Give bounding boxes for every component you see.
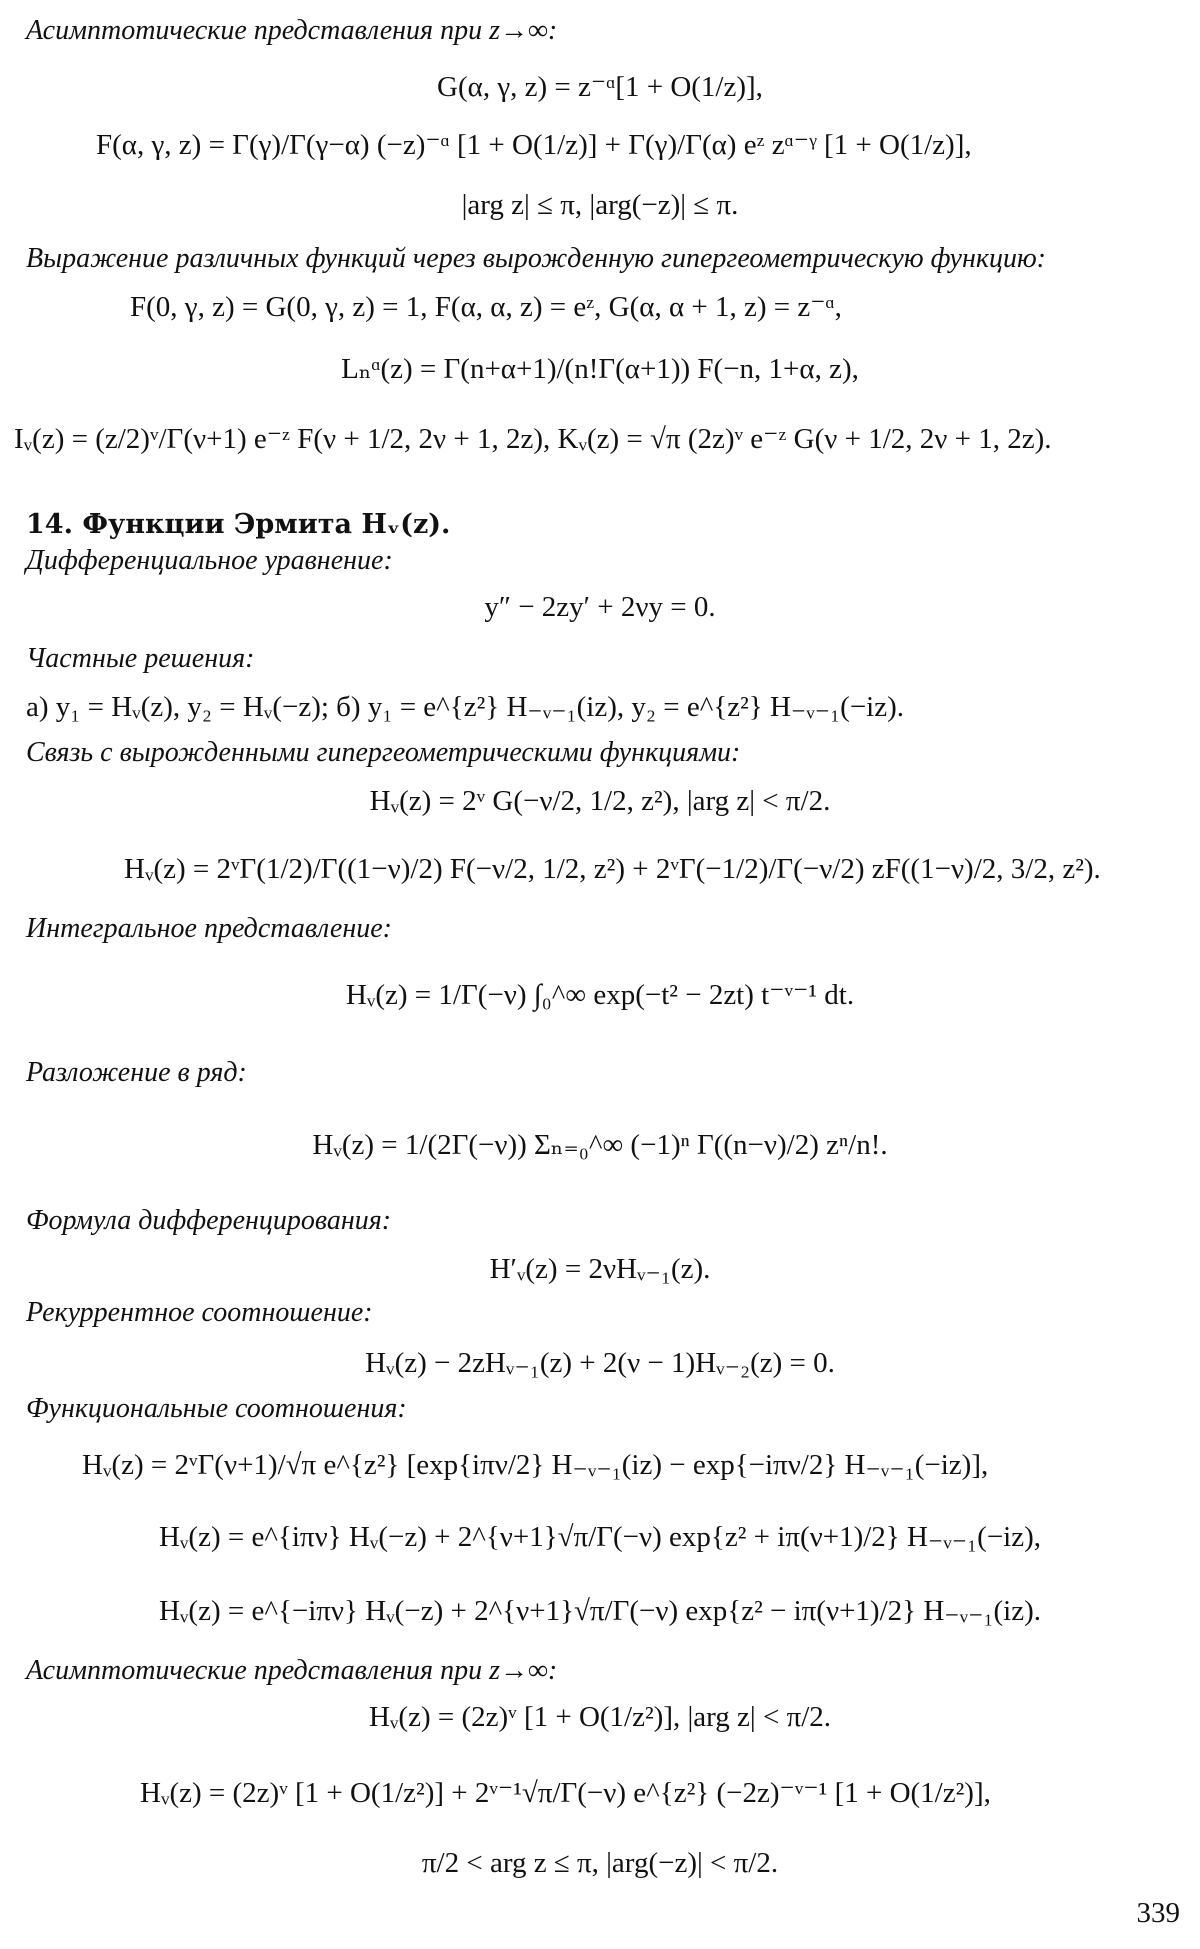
formula-line: H′ᵥ(z) = 2νHᵥ₋₁(z). <box>489 1253 711 1285</box>
formula-line: π/2 < arg z ≤ π, |arg(−z)| < π/2. <box>421 1847 779 1879</box>
caption-line: Асимптотические представления при z→∞: <box>26 15 558 46</box>
caption-line: Интегральное представление: <box>26 913 392 944</box>
formula-line: Hᵥ(z) = (2z)ᵛ [1 + O(1/z²)], |arg z| < π/2. <box>368 1701 832 1733</box>
caption-line: Функциональные соотношения: <box>26 1393 407 1424</box>
caption-line: Выражение различных функций через вырожденную гипергеометрическую функцию: <box>26 243 1047 274</box>
formula-line: |arg z| ≤ π, |arg(−z)| ≤ π. <box>461 189 739 221</box>
caption-line: Асимптотические представления при z→∞: <box>26 1655 558 1686</box>
formula-line: Lₙᵅ(z) = Γ(n+α+1)/(n!Γ(α+1)) F(−n, 1+α, z), <box>341 353 859 385</box>
caption-line: Частные решения: <box>26 643 255 674</box>
formula-line: Hᵥ(z) = e^{−iπν} Hᵥ(−z) + 2^{ν+1}√π/Γ(−ν) exp{z² − iπ(ν+1)/2} H₋ᵥ₋₁(iz). <box>158 1595 1042 1627</box>
formula-line: Iᵥ(z) = (z/2)ᵛ/Γ(ν+1) e⁻ᶻ F(ν + 1/2, 2ν + 1, 2z), Kᵥ(z) = √π (2z)ᵛ e⁻ᶻ G(ν + 1/2, 2ν + 1, 2z). <box>14 423 1052 455</box>
formula-line: F(α, γ, z) = Γ(γ)/Γ(γ−α) (−z)⁻ᵅ [1 + O(1/z)] + Γ(γ)/Γ(α) eᶻ zᵅ⁻ᵞ [1 + O(1/z)], <box>96 129 972 161</box>
formula-line: Hᵥ(z) = e^{iπν} Hᵥ(−z) + 2^{ν+1}√π/Γ(−ν) exp{z² + iπ(ν+1)/2} H₋ᵥ₋₁(−iz), <box>158 1521 1042 1553</box>
formula-line: Hᵥ(z) − 2zHᵥ₋₁(z) + 2(ν − 1)Hᵥ₋₂(z) = 0. <box>365 1347 835 1379</box>
caption-line: Связь с вырожденными гипергеометрическими функциями: <box>26 737 741 768</box>
page-number: 339 <box>1136 1897 1180 1929</box>
formula-line: Hᵥ(z) = 1/Γ(−ν) ∫₀^∞ exp(−t² − 2zt) t⁻ᵛ⁻¹ dt. <box>345 979 855 1011</box>
formula-line: Hᵥ(z) = 2ᵛΓ(1/2)/Γ((1−ν)/2) F(−ν/2, 1/2, z²) + 2ᵛΓ(−1/2)/Γ(−ν/2) zF((1−ν)/2, 3/2, z²). <box>124 853 1101 885</box>
formula-line: а) y₁ = Hᵥ(z), y₂ = Hᵥ(−z); б) y₁ = e^{z²} H₋ᵥ₋₁(iz), y₂ = e^{z²} H₋ᵥ₋₁(−iz). <box>26 691 905 723</box>
formula-line: Hᵥ(z) = (2z)ᵛ [1 + O(1/z²)] + 2ᵛ⁻¹√π/Γ(−ν) e^{z²} (−2z)⁻ᵛ⁻¹ [1 + O(1/z²)], <box>140 1777 991 1809</box>
formula-line: G(α, γ, z) = z⁻ᵅ[1 + O(1/z)], <box>437 71 763 103</box>
caption-line: Рекуррентное соотношение: <box>26 1297 373 1328</box>
formula-line: y″ − 2zy′ + 2νy = 0. <box>484 591 716 623</box>
caption-line: Формула дифференцирования: <box>26 1205 392 1236</box>
caption-line: Дифференциальное уравнение: <box>26 545 393 576</box>
section-heading: 14. Функции Эрмита Hᵥ(z). <box>26 509 451 540</box>
caption-line: Разложение в ряд: <box>26 1057 247 1088</box>
formula-line: F(0, γ, z) = G(0, γ, z) = 1, F(α, α, z) = eᶻ, G(α, α + 1, z) = z⁻ᵅ, <box>130 291 842 323</box>
formula-line: Hᵥ(z) = 2ᵛ G(−ν/2, 1/2, z²), |arg z| < π/2. <box>369 785 831 817</box>
formula-line: Hᵥ(z) = 1/(2Γ(−ν)) Σₙ₌₀^∞ (−1)ⁿ Γ((n−ν)/2) zⁿ/n!. <box>312 1129 888 1161</box>
formula-line: Hᵥ(z) = 2ᵛΓ(ν+1)/√π e^{z²} [exp{iπν/2} H₋ᵥ₋₁(iz) − exp{−iπν/2} H₋ᵥ₋₁(−iz)], <box>82 1449 989 1481</box>
